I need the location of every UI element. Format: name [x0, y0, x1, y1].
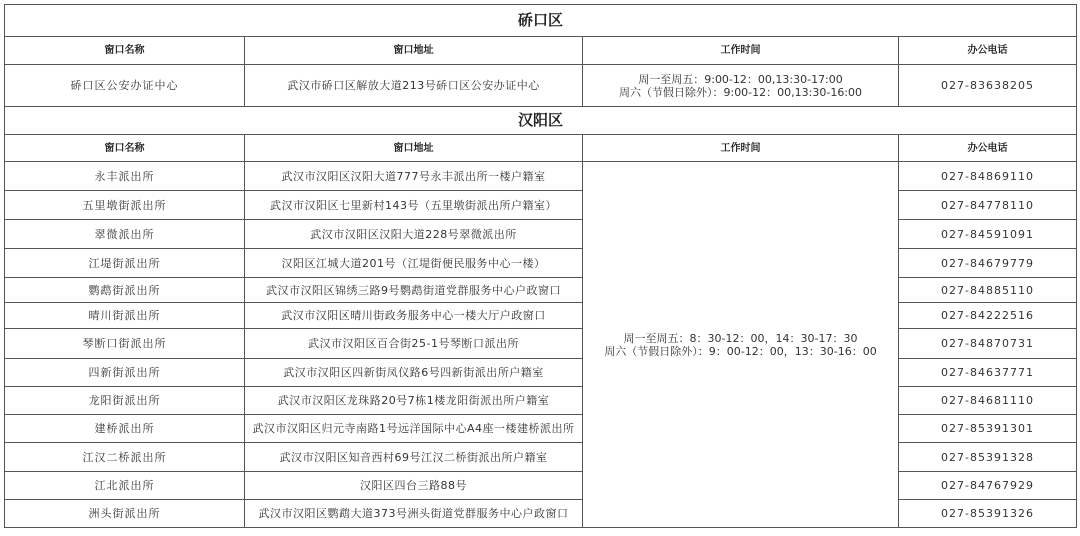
window-name: 鹦鹉街派出所 [5, 278, 245, 303]
header-window-name: 窗口名称 [5, 135, 245, 162]
table-row [5, 303, 1077, 329]
table-row [5, 220, 1077, 249]
header-window-name: 窗口名称 [5, 37, 245, 65]
table-row [5, 329, 1077, 359]
table-row [5, 359, 1077, 387]
office-phone: 027-84591091 [899, 220, 1077, 249]
office-phone: 027-85391328 [899, 443, 1077, 472]
window-address: 武汉市汉阳区四新街凤仪路6号四新街派出所户籍室 [245, 359, 583, 387]
window-address: 武汉市汉阳区龙珠路20号7栋1楼龙阳街派出所户籍室 [245, 387, 583, 415]
window-name: 永丰派出所 [5, 162, 245, 191]
office-phone: 027-84679779 [899, 249, 1077, 278]
window-name: 硚口区公安办证中心 [5, 65, 245, 107]
window-name: 翠微派出所 [5, 220, 245, 249]
window-address: 武汉市汉阳区七里新村143号（五里墩街派出所户籍室） [245, 191, 583, 220]
table-row [5, 500, 1077, 528]
work-hours-line: 周六（节假日除外）：9:00-12：00,13:30-16:00 [618, 85, 863, 99]
table-row [5, 249, 1077, 278]
office-directory-table [4, 4, 1077, 528]
window-address: 武汉市汉阳区晴川街政务服务中心一楼大厅户政窗口 [245, 303, 583, 329]
table-row [5, 162, 1077, 191]
office-phone: 027-84222516 [899, 303, 1077, 329]
work-hours-line: 周六（节假日除外）：9：00-12：00，13：30-16：00 [604, 344, 877, 358]
window-name: 江汉二桥派出所 [5, 443, 245, 472]
work-hours-line: 周一至周五：8：30-12：00，14：30-17：30 [623, 331, 858, 345]
window-address: 武汉市汉阳区鹦鹉大道373号洲头街道党群服务中心户政窗口 [245, 500, 583, 528]
table-row [5, 472, 1077, 500]
header-work-hours: 工作时间 [583, 37, 899, 65]
office-phone: 027-85391326 [899, 500, 1077, 528]
window-name: 洲头街派出所 [5, 500, 245, 528]
work-hours [583, 65, 899, 107]
header-office-phone: 办公电话 [899, 37, 1077, 65]
section-title-row [5, 107, 1077, 135]
window-address: 武汉市汉阳区百合街25-1号琴断口派出所 [245, 329, 583, 359]
office-phone: 027-84767929 [899, 472, 1077, 500]
office-phone: 027-84778110 [899, 191, 1077, 220]
table-row [5, 65, 1077, 107]
window-address: 武汉市硚口区解放大道213号硚口区公安办证中心 [245, 65, 583, 107]
office-phone: 027-84870731 [899, 329, 1077, 359]
window-name: 江北派出所 [5, 472, 245, 500]
window-address: 武汉市汉阳区知音西村69号江汉二桥街派出所户籍室 [245, 443, 583, 472]
window-address: 汉阳区四台三路88号 [245, 472, 583, 500]
window-name: 四新街派出所 [5, 359, 245, 387]
window-address: 汉阳区江城大道201号（江堤街便民服务中心一楼） [245, 249, 583, 278]
work-hours-line: 周一至周五：9:00-12：00,13:30-17:00 [638, 72, 843, 86]
office-phone: 027-85391301 [899, 415, 1077, 443]
office-phone: 027-84637771 [899, 359, 1077, 387]
table-row [5, 415, 1077, 443]
header-row [5, 135, 1077, 162]
office-phone: 027-84681110 [899, 387, 1077, 415]
table-row [5, 191, 1077, 220]
header-window-address: 窗口地址 [245, 135, 583, 162]
window-address: 武汉市汉阳区归元寺南路1号远洋国际中心A4座一楼建桥派出所 [245, 415, 583, 443]
section-title-row [5, 5, 1077, 37]
table-row [5, 387, 1077, 415]
window-name: 建桥派出所 [5, 415, 245, 443]
window-name: 五里墩街派出所 [5, 191, 245, 220]
header-work-hours: 工作时间 [583, 135, 899, 162]
window-address: 武汉市汉阳区汉阳大道228号翠微派出所 [245, 220, 583, 249]
office-phone: 027-84869110 [899, 162, 1077, 191]
window-address: 武汉市汉阳区锦绣三路9号鹦鹉街道党群服务中心户政窗口 [245, 278, 583, 303]
table-row [5, 278, 1077, 303]
window-name: 江堤街派出所 [5, 249, 245, 278]
work-hours [583, 162, 899, 528]
window-name: 晴川街派出所 [5, 303, 245, 329]
office-phone: 027-83638205 [899, 65, 1077, 107]
window-name: 龙阳街派出所 [5, 387, 245, 415]
section-title-qiaokou: 硚口区 [5, 5, 1077, 37]
office-phone: 027-84885110 [899, 278, 1077, 303]
header-window-address: 窗口地址 [245, 37, 583, 65]
header-office-phone: 办公电话 [899, 135, 1077, 162]
header-row [5, 37, 1077, 65]
section-title-hanyang: 汉阳区 [5, 107, 1077, 135]
table-row [5, 443, 1077, 472]
window-name: 琴断口街派出所 [5, 329, 245, 359]
window-address: 武汉市汉阳区汉阳大道777号永丰派出所一楼户籍室 [245, 162, 583, 191]
